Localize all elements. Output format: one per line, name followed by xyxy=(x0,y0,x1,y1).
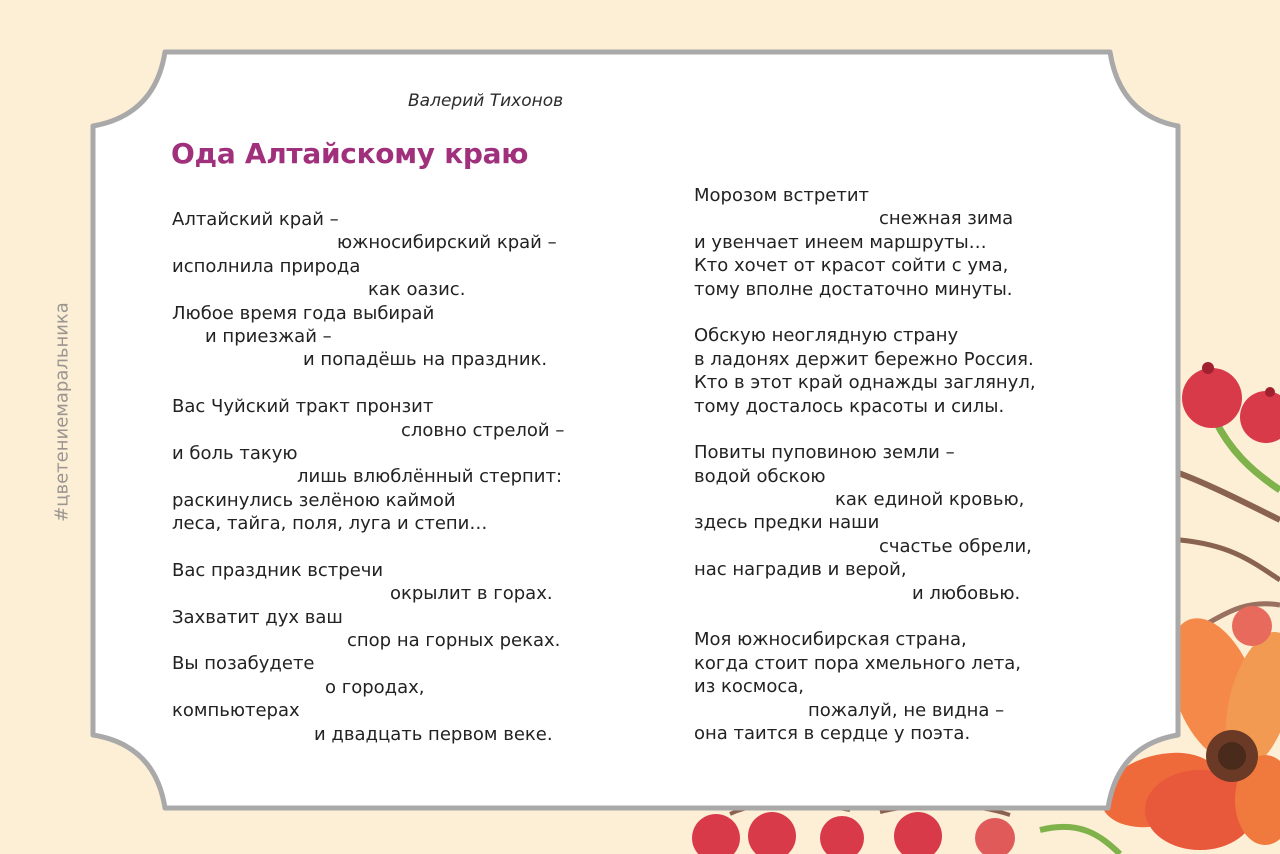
poem-line: Кто в этот край однажды заглянул, xyxy=(694,372,1036,394)
poem-line: компьютерах xyxy=(172,700,300,722)
poem-line: в ладонях держит бережно Россия. xyxy=(694,348,1034,370)
poem-line: как оазис. xyxy=(368,279,466,301)
poem-right-column xyxy=(694,184,1094,745)
poem-line: и любовью. xyxy=(912,582,1021,604)
poem-line: Вас праздник встречи xyxy=(172,559,384,581)
poem-line: здесь предки наши xyxy=(694,512,880,534)
poem-left-column xyxy=(172,208,612,746)
poem-line: исполнила природа xyxy=(172,255,361,277)
poem-line: и приезжай – xyxy=(205,325,332,347)
poem-line: о городах, xyxy=(325,676,425,698)
poem-line: Обскую неоглядную страну xyxy=(694,325,959,347)
poem-line: счастье обрели, xyxy=(879,535,1032,557)
poem-line: Повиты пуповиною земли – xyxy=(694,442,955,464)
poem-line: Алтайский край – xyxy=(172,209,339,230)
poem-line: пожалуй, не видна – xyxy=(808,699,1005,721)
poem-line: Моя южносибирская страна, xyxy=(694,629,967,651)
poem-line: спор на горных реках. xyxy=(347,630,561,652)
poem-line: Захватит дух ваш xyxy=(172,606,343,628)
poem-line: тому вполне достаточно минуты. xyxy=(694,278,1013,300)
poem-line: окрылит в горах. xyxy=(390,583,553,605)
poem-line: Кто хочет от красот сойти с ума, xyxy=(694,255,1009,277)
poem-line: нас наградив и верой, xyxy=(694,559,907,581)
poem-line: Морозом встретит xyxy=(694,185,870,206)
poem-line: южносибирский край – xyxy=(337,232,557,254)
poem-line: и увенчает инеем маршруты… xyxy=(694,231,987,253)
poem-line: как единой кровью, xyxy=(835,489,1025,511)
poem-line: Любое время года выбирай xyxy=(172,302,435,324)
poem-line: водой обскою xyxy=(694,465,826,487)
poem-line: тому досталось красоты и силы. xyxy=(694,395,1005,417)
poem-author: Валерий Тихонов xyxy=(408,91,564,111)
poem-line: и попадёшь на праздник. xyxy=(303,349,548,371)
poem-line: Вас Чуйский тракт пронзит xyxy=(172,396,434,418)
poem-line: снежная зима xyxy=(879,208,1014,230)
poem-line: и боль такую xyxy=(172,442,298,464)
poem-line: словно стрелой – xyxy=(401,419,565,441)
poem-line: из космоса, xyxy=(694,676,805,698)
hashtag-label: #цветениемаральника xyxy=(51,302,73,522)
poem-line: раскинулись зелёною каймой xyxy=(172,489,456,511)
poem-line: лишь влюблённый стерпит: xyxy=(297,466,563,488)
poem-title: Ода Алтайскому краю xyxy=(171,137,529,170)
poem-line: когда стоит пора хмельного лета, xyxy=(694,652,1022,674)
poem-line: она таится в сердце у поэта. xyxy=(694,722,971,744)
poem-line: Вы позабудете xyxy=(172,653,315,675)
poem-line: леса, тайга, поля, луга и степи… xyxy=(172,513,488,535)
poem-line: и двадцать первом веке. xyxy=(314,723,553,745)
